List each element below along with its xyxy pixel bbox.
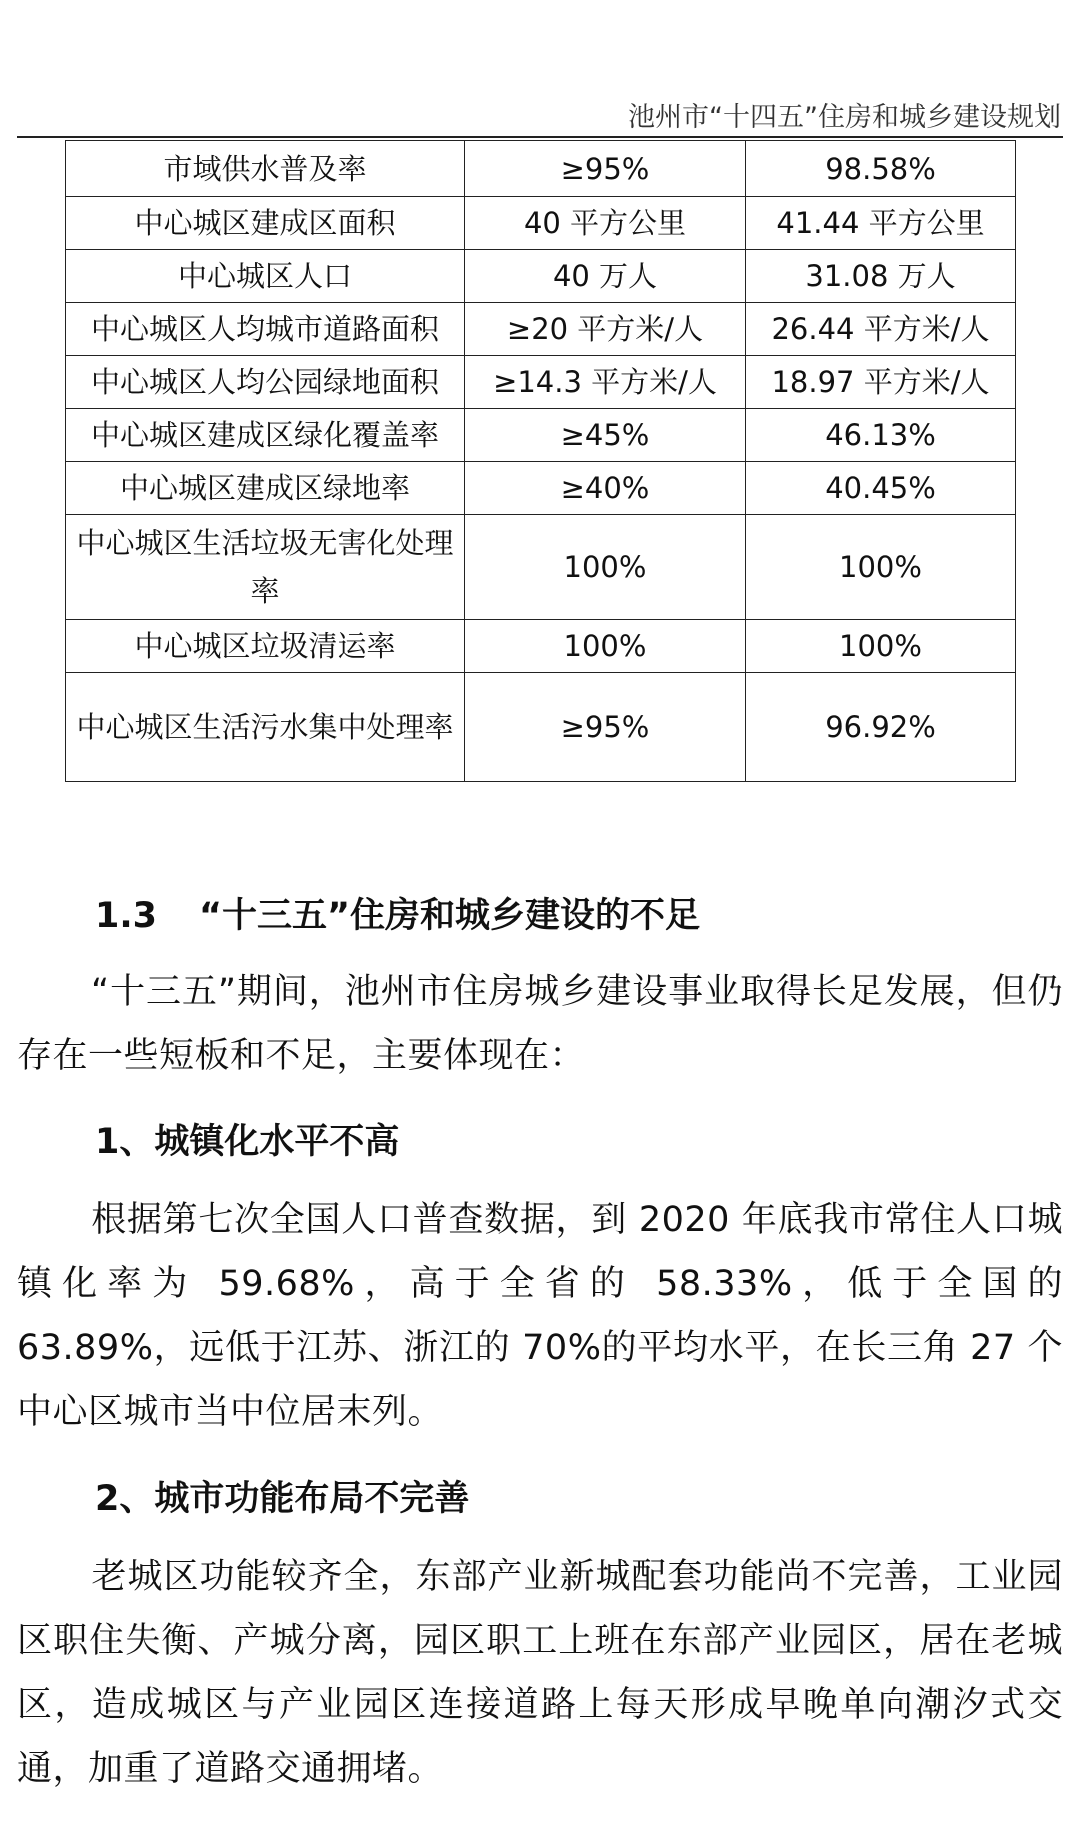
- table-row: [66, 303, 1016, 356]
- table-row: [66, 515, 1016, 620]
- subsection-body-1: 根据第七次全国人口普查数据，到 2020 年底我市常住人口城镇化率为 59.68%，高于全省的 58.33%，低于全国的 63.89%，远低于江苏、浙江的 70%的平均水平，在长三角 27 个中心区城市当中位居末列。: [17, 1200, 1063, 1432]
- indicator-target: ≥95%: [465, 673, 746, 782]
- table-row: [66, 250, 1016, 303]
- indicator-target: 40 平方公里: [465, 197, 746, 250]
- indicator-actual: 100%: [746, 620, 1016, 673]
- indicator-name: 中心城区垃圾清运率: [66, 620, 465, 673]
- indicator-actual: 98.58%: [746, 141, 1016, 197]
- indicator-actual: 41.44 平方公里: [746, 197, 1016, 250]
- subsection-paragraph-2: [17, 1545, 1063, 1801]
- table-row: [66, 197, 1016, 250]
- table-row: [66, 462, 1016, 515]
- table-row: [66, 673, 1016, 782]
- subsection-body-2: 老城区功能较齐全，东部产业新城配套功能尚不完善，工业园区职住失衡、产城分离，园区职工上班在东部产业园区，居在老城区，造成城区与产业园区连接道路上每天形成早晚单向潮汐式交通，加重了道路交通拥堵。: [17, 1557, 1063, 1789]
- intro-text: “十三五”期间，池州市住房城乡建设事业取得长足发展，但仍存在一些短板和不足，主要体现在：: [17, 972, 1063, 1076]
- indicator-target: 100%: [465, 620, 746, 673]
- header-divider: [17, 136, 1063, 138]
- indicator-name: 中心城区建成区绿化覆盖率: [66, 409, 465, 462]
- subsection-paragraph-1: [17, 1188, 1063, 1444]
- table-row: [66, 409, 1016, 462]
- indicator-table: [65, 140, 1016, 782]
- section-heading: [95, 888, 700, 938]
- indicator-actual: 31.08 万人: [746, 250, 1016, 303]
- indicator-name: 中心城区生活垃圾无害化处理率: [66, 515, 465, 620]
- indicator-name: 中心城区人均城市道路面积: [66, 303, 465, 356]
- table-row: [66, 620, 1016, 673]
- indicator-target: 40 万人: [465, 250, 746, 303]
- indicator-actual: 96.92%: [746, 673, 1016, 782]
- table-row: [66, 141, 1016, 197]
- indicator-name: 市域供水普及率: [66, 141, 465, 197]
- indicator-target: ≥95%: [465, 141, 746, 197]
- indicator-actual: 100%: [746, 515, 1016, 620]
- indicator-actual: 46.13%: [746, 409, 1016, 462]
- table-row: [66, 356, 1016, 409]
- intro-paragraph: [17, 960, 1063, 1088]
- indicator-name: 中心城区生活污水集中处理率: [66, 673, 465, 782]
- section-number: 1.3: [95, 896, 158, 936]
- indicator-target: ≥14.3 平方米/人: [465, 356, 746, 409]
- indicator-actual: 26.44 平方米/人: [746, 303, 1016, 356]
- subsection-heading-1: 1、城镇化水平不高: [95, 1122, 400, 1162]
- indicator-name: 中心城区建成区面积: [66, 197, 465, 250]
- section-title: “十三五”住房和城乡建设的不足: [199, 896, 701, 936]
- indicator-target: ≥40%: [465, 462, 746, 515]
- indicator-target: ≥20 平方米/人: [465, 303, 746, 356]
- indicator-actual: 18.97 平方米/人: [746, 356, 1016, 409]
- indicator-name: 中心城区建成区绿地率: [66, 462, 465, 515]
- subsection-heading-2: 2、城市功能布局不完善: [95, 1479, 470, 1519]
- indicator-name: 中心城区人口: [66, 250, 465, 303]
- indicator-actual: 40.45%: [746, 462, 1016, 515]
- indicator-name: 中心城区人均公园绿地面积: [66, 356, 465, 409]
- page-header-title: 池州市“十四五”住房和城乡建设规划: [628, 102, 1061, 133]
- indicator-target: ≥45%: [465, 409, 746, 462]
- indicator-target: 100%: [465, 515, 746, 620]
